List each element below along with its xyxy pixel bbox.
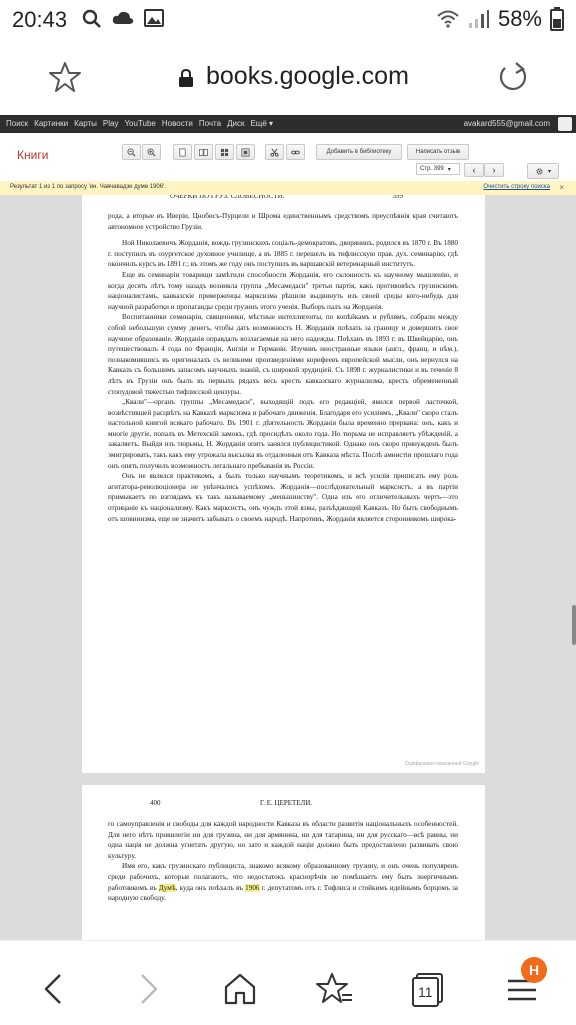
chevron-left-icon: ‹	[472, 165, 476, 175]
clock: 20:43	[12, 7, 68, 32]
page-number: 400	[150, 799, 161, 807]
zoom-out-icon	[127, 148, 136, 157]
google-watermark: Оцифровано компанией Google	[404, 761, 479, 767]
battery-level: 58%	[497, 6, 542, 31]
books-logo-title[interactable]: Книги	[17, 148, 49, 162]
page-text	[108, 211, 458, 524]
url-text[interactable]: books.google.com	[206, 62, 409, 90]
browser-address-bar	[0, 40, 576, 114]
book-page-399	[82, 195, 485, 773]
paragraph: Онъ не являлся практикомъ, а былъ только научнымъ теоретикомъ, и всѣ усилія приписать ему роль агитатора-революціонера не увѣнчались успѣхомъ. Жорданія—послѣдовательный марксистъ, а въ партіи примыкаетъ по взглядамъ къ такъ называемому „меньшинству". Одна изъ его отличительныхъ чертъ—это отрицаніе къ націонализму. Какъ марксистъ, онъ чуждъ этой язвы, разъѣдающей Кавказъ. Но быть свободнымъ отъ шовинизма, еще не значитъ забывать о своемъ народѣ. Напротивъ, Жорданія является сторонникомъ широка-	[108, 472, 458, 523]
nav-link-maps[interactable]: Карты	[74, 119, 97, 128]
forward-arrow-icon[interactable]	[128, 969, 168, 1009]
two-page-view-button[interactable]	[194, 144, 213, 160]
paragraph: Воспитанники семинаріи, священники, мѣстные интеллигенты, по копѣйкамъ и рублямъ, собрали между собой небольшую сумму денегъ, чтобы дать возможность Н. Жорданія поѣхать за границу и довершить свое научное образованіе. Жорданія оправдалъ возлагаемыя на него надежды. Поѣхавъ въ 1893 г. въ Швейцарію, онъ путешествовалъ 4 года по Франціи, Англіи и Германіи. Изучивъ иностранные языки (англ., франц. и нѣм.), познакомившись въ оригиналахъ съ великими произведеніями корифеевъ европейской мысли, онъ вернулся на Кавказъ съ большимъ запасомъ научныхъ знаній, съ широкой эрудиціей. Съ 1898 г. журналистики и въ теченіе 8 лѣтъ въ Грузіи онъ былъ въ первыхъ рядахъ весь кресть кавказскаго журнализма, кресть обремененный стопудовой тяжестью тифлисской цензуры.	[108, 313, 458, 396]
home-icon[interactable]	[220, 969, 260, 1009]
notification-badge[interactable]: Н	[521, 957, 547, 983]
settings-button[interactable]	[527, 163, 559, 179]
page-selector[interactable]: Стр. 399 ▾	[416, 163, 460, 175]
battery-icon	[550, 7, 564, 31]
clip-button[interactable]	[265, 144, 284, 160]
next-page-button[interactable]	[484, 163, 504, 177]
fullscreen-icon	[241, 148, 250, 157]
cloud-icon	[112, 9, 134, 27]
grid-icon	[220, 148, 229, 157]
status-bar	[0, 0, 576, 40]
nav-link-search[interactable]: Поиск	[6, 119, 29, 128]
single-page-view-button[interactable]	[173, 144, 192, 160]
signal-icon	[468, 9, 490, 29]
google-nav-bar	[0, 115, 576, 133]
add-to-library-button[interactable]: Добавить в библиотеку	[316, 144, 402, 160]
reload-icon[interactable]	[496, 60, 530, 94]
prev-page-button[interactable]	[464, 163, 484, 177]
book-viewer[interactable]	[0, 195, 576, 940]
thumbnail-view-button[interactable]	[215, 144, 234, 160]
book-page-400	[82, 785, 485, 940]
nav-link-images[interactable]: Картинки	[34, 119, 69, 128]
search-result-bar	[0, 181, 576, 196]
search-highlight: 1906	[245, 883, 260, 892]
account-email[interactable]: avakard555@gmail.com	[463, 119, 550, 128]
link-button[interactable]	[286, 144, 305, 160]
wifi-icon	[436, 9, 460, 29]
browser-bottom-nav	[0, 940, 576, 1025]
chevron-down-icon: ▾	[547, 168, 551, 175]
scrollbar-thumb[interactable]	[572, 605, 576, 645]
search-icon	[82, 9, 102, 29]
page-icon	[178, 148, 187, 157]
gear-icon	[535, 167, 544, 176]
paragraph: рода, а вторые въ Иверіи, Цнобисъ-Пурцели и Шрома единственнымъ средствомъ преуспѣянія края считаютъ автономное устройство Грузіи.	[108, 212, 458, 231]
account-avatar[interactable]	[558, 117, 572, 131]
scissors-icon	[270, 148, 279, 157]
image-icon	[144, 9, 164, 27]
close-icon[interactable]: ×	[559, 183, 564, 192]
page-text	[108, 819, 458, 904]
running-header: ОЧЕРКИ ПО ГРУЗ. СЛОВЕСНОСТИ.	[170, 195, 285, 200]
fullscreen-button[interactable]	[236, 144, 255, 160]
bookmarks-icon[interactable]	[314, 969, 354, 1009]
tabs-button[interactable]	[408, 969, 448, 1009]
result-text: Результат 1 из 1 по запросу 'ин. Чавчавадзе думе 1906'.	[10, 184, 166, 190]
zoom-in-icon	[147, 148, 156, 157]
clear-search-link[interactable]: Очистить строку поиска	[483, 184, 550, 190]
paragraph: го самоуправленія и свободы для каждой народности Кавказа въ области развитія національныхъ особенностей. Для него нѣтъ привилегіи ни для грузина, ни для армянина, ни для татарина, ни для русскаго—всѣ равны, ни одна нація не должна угнетать другую, но зато и каждой націи должно быть предоставлено развивать свою культуру.	[108, 820, 458, 860]
zoom-in-button[interactable]	[142, 144, 161, 160]
paragraph: Еще въ семинаріи товарищи замѣтили способности Жорданія, его склонность къ научному мышленію, и когда десять лѣтъ тому назадъ возникла группа „Месамедаси" третьи партія, какъ противовѣсъ грузинскимъ націоналистамъ, кавказскіе приверженцы марксизма рѣшили выдвинуть изъ своей среды кого-нибудь для научной разработки и пропаганды среди грузинъ этого ученія. Выборъ палъ на Жорданія.	[108, 270, 458, 311]
back-arrow-icon[interactable]	[34, 969, 74, 1009]
two-page-icon	[199, 148, 208, 157]
write-review-button[interactable]: Написать отзыв	[407, 144, 469, 160]
nav-link-more[interactable]: Ещё ▾	[250, 119, 274, 128]
zoom-out-button[interactable]	[122, 144, 141, 160]
paragraph: „Квали"—органъ группы „Месамедаси", выходящій подъ его редакціей, явился первой ласточкой, возвѣстившей расцвѣтъ на Кавказѣ марксизма и рабочаго движенія. Благодаря его усиліямъ, „Квали" скоро сталъ настольной книгой всякаго рабочаго. Въ 1901 г. дѣятельность Жорданія была временно прервана: онъ, какъ и многіе другіе, попалъ въ Метехскій замокъ, гдѣ просидѣлъ около года. Но тюрьма не исправляетъ убѣжденій, а закаляетъ. Выйдя изъ тюрьмы, Н. Жорданія опять занялся публицистикой. Однако онъ скоро принужденъ былъ эмигрировать, такъ какъ ему угрожала высылка въ отдаленныя отъ Кавказа мѣста. Послѣ амнистіи прошлаго года онъ опять получилъ возможность легальнаго пребыванія въ Россіи.	[108, 398, 458, 470]
search-highlight: Думѣ	[158, 883, 176, 892]
running-header: Г. Е. ЦЕРЕТЕЛИ.	[260, 799, 313, 807]
paragraph: Ной Николаевичъ Жорданія, вождь грузинскихъ соціалъ-демократовъ, дворянинъ, родился въ 1870 г. Въ 1880 г. поступилъ въ озургетское духовное училище, а въ 1885 г. перешелъ въ тифлисскую прав. дух. семинарію, гдѣ окончилъ курсъ въ 1891 г.; въ этомъ же году онъ поступилъ въ варшавскій ветеринарный институтъ.	[108, 239, 458, 269]
paragraph: Имя его, какъ грузинскаго публициста, знакомо всякому образованному грузину, и онъ очень популяренъ среди рабочихъ, которые полагаютъ, что недостатокъ краснорѣчія не помѣшаетъ ему быть энергичнымъ работникомъ въ Думѣ, куда онъ поѣхалъ въ 1906 г. депутатомъ отъ г. Тифлиса и стойкимъ идейнымъ борцомъ за народную свободу.	[108, 862, 458, 903]
star-bookmark-icon[interactable]	[48, 60, 82, 94]
link-icon	[291, 148, 300, 157]
nav-link-drive[interactable]: Диск	[227, 119, 245, 128]
tab-count: 11	[418, 984, 433, 1000]
nav-link-youtube[interactable]: YouTube	[124, 119, 156, 128]
lock-icon	[178, 68, 194, 88]
nav-link-play[interactable]: Play	[102, 119, 119, 128]
nav-link-news[interactable]: Новости	[161, 119, 193, 128]
chevron-right-icon: ›	[492, 165, 496, 175]
nav-link-mail[interactable]: Почта	[198, 119, 222, 128]
chevron-down-icon: ▾	[447, 166, 451, 173]
page-number: 399	[392, 195, 403, 200]
